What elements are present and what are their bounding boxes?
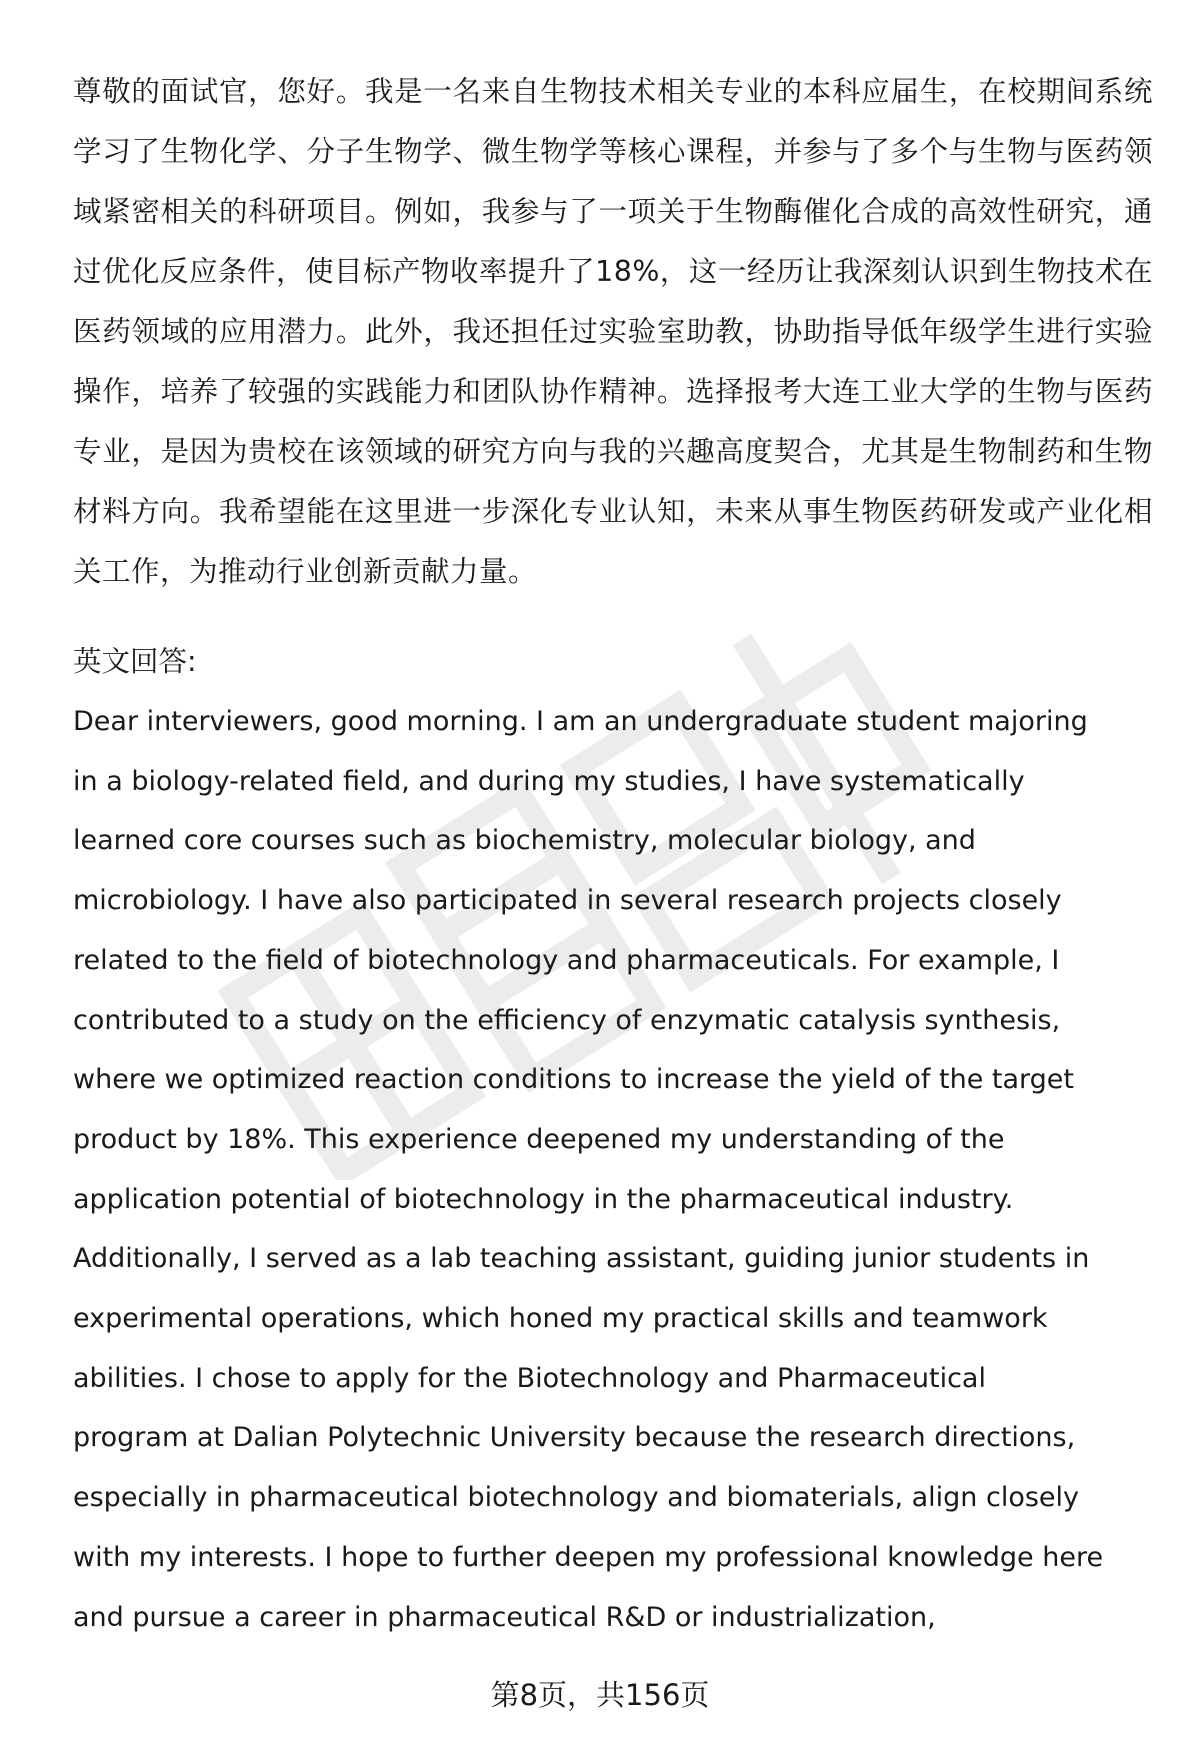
english-answer-paragraph: Dear interviewers, good morning. I am an undergraduate student majoring in a biology-related field, and during my studies, I have systematically learned core courses such as biochemistry, molecular biology, and microbiology. I have also participated in several research projects closely related to the field of biotechnology and pharmaceuticals. For example, I contributed to a study on the efficiency of enzymatic catalysis synthesis, where we optimized reaction conditions to increase the yield of the target product by 18%. This experience deepened my understanding of the application potential of biotechnology in the pharmaceutical industry. Additionally, I served as a lab teaching assistant, guiding junior students in experimental operations, which honed my practical skills and teamwork abilities. I chose to apply for the Biotechnology and Pharmaceutical program at Dalian Polytechnic University because the research directions, especially in pharmaceutical biotechnology and biomaterials, align closely with my interests. I hope to further deepen my professional knowledge here and pursue a career in pharmaceutical R&D or industrialization, (73, 706, 1104, 1633)
english-answer-label: 英文回答: (73, 645, 197, 678)
document-body (73, 62, 1153, 1647)
page-number-footer: 第8页，共156页 (490, 1678, 710, 1712)
chinese-answer-paragraph: 尊敬的面试官，您好。我是一名来自生物技术相关专业的本科应届生，在校期间系统学习了生物化学、分子生物学、微生物学等核心课程，并参与了多个与生物与医药领域紧密相关的科研项目。例如，我参与了一项关于生物酶催化合成的高效性研究，通过优化反应条件，使目标产物收率提升了18%，这一经历让我深刻认识到生物技术在医药领域的应用潜力。此外，我还担任过实验室助教，协助指导低年级学生进行实验操作，培养了较强的实践能力和团队协作精神。选择报考大连工业大学的生物与医药专业，是因为贵校在该领域的研究方向与我的兴趣高度契合，尤其是生物制药和生物材料方向。我希望能在这里进一步深化专业认知，未来从事生物医药研发或产业化相关工作，为推动行业创新贡献力量。 (73, 75, 1153, 588)
